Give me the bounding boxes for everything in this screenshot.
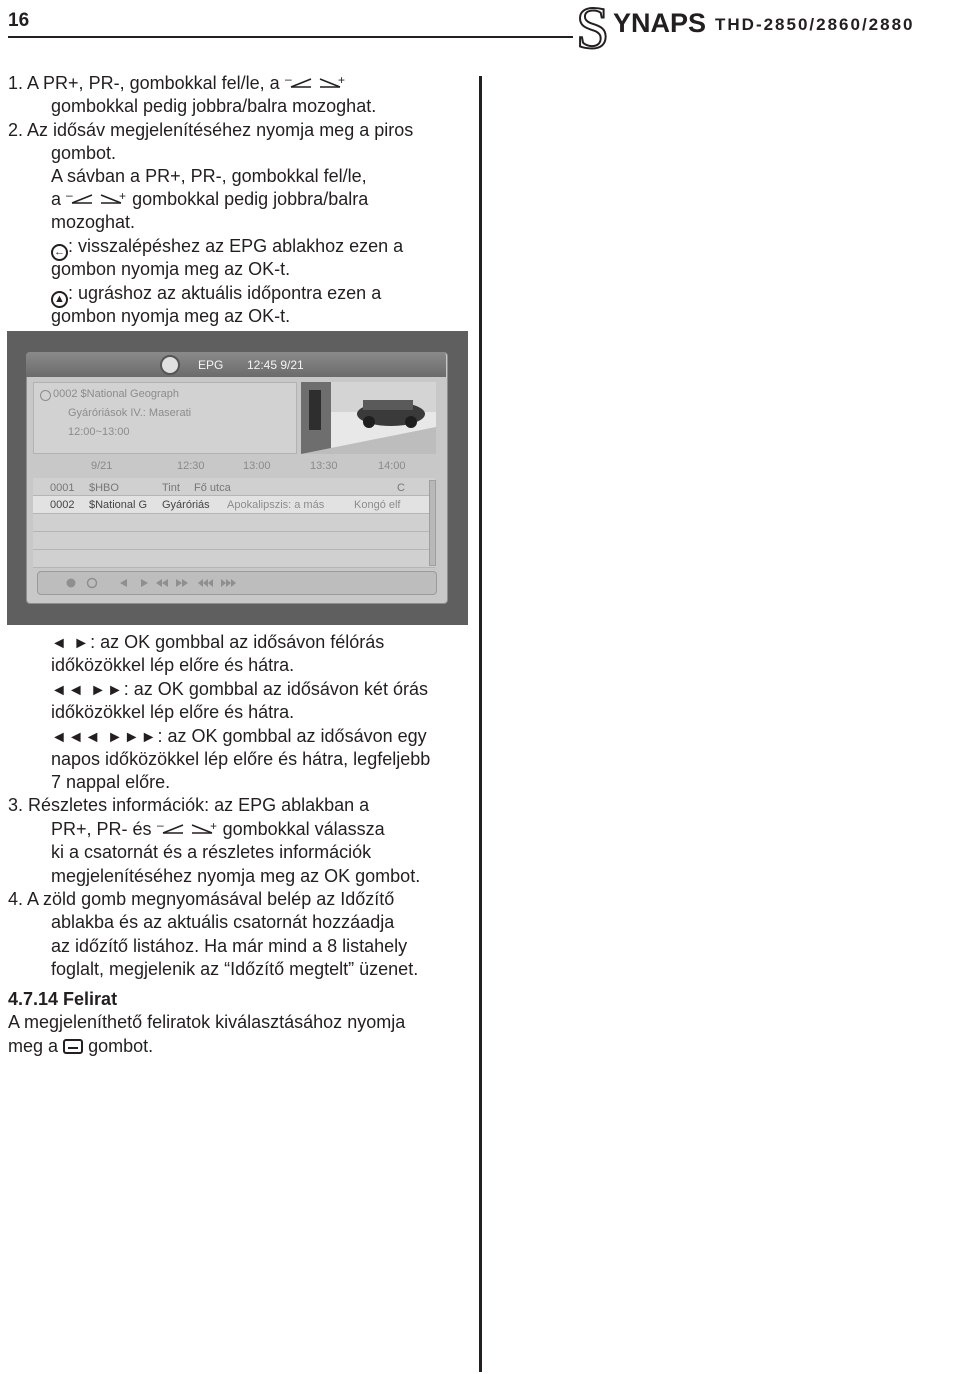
grid-row bbox=[33, 532, 435, 550]
subtitle-icon bbox=[63, 1039, 83, 1054]
step-3-line-2: PR+, PR- és – + gombokkal válassza bbox=[51, 819, 385, 839]
timeline-slot: 13:00 bbox=[243, 460, 271, 472]
step-2-line-3: A sávban a PR+, PR-, gombokkal fel/le, bbox=[51, 166, 367, 186]
clock-icon bbox=[160, 355, 180, 375]
grid-scrollbar bbox=[429, 480, 436, 566]
volume-minus-icon bbox=[285, 76, 313, 90]
step-3-line-3: ki a csatornát és a részletes információk bbox=[51, 842, 372, 862]
arrow-left-right-icon: ◄ ► bbox=[51, 635, 91, 652]
step-2-line: 2. Az idősáv megjelenítéséhez nyomja meg a piros bbox=[8, 120, 414, 140]
info-time: 12:00~13:00 bbox=[68, 426, 130, 438]
day-line-2: napos időközökkel lép előre és hátra, legfeljebb bbox=[51, 749, 431, 769]
step-2-line-5: mozoghat. bbox=[51, 212, 136, 232]
timeline-slot: 13:30 bbox=[310, 460, 338, 472]
epg-time: 12:45 9/21 bbox=[247, 358, 304, 372]
section-heading: 4.7.14 Felirat bbox=[8, 989, 118, 1009]
row-program-selected: Gyáróriás bbox=[162, 499, 210, 511]
step-2-line-2: gombot. bbox=[51, 143, 117, 163]
epg-footer-bar bbox=[37, 571, 437, 595]
jump-line-2: gombon nyomja meg az OK-t. bbox=[51, 306, 291, 326]
section-body-line: A megjeleníthető feliratok kiválasztásához nyomja bbox=[8, 1012, 406, 1032]
volume-plus-icon bbox=[318, 76, 346, 90]
epg-title: EPG bbox=[198, 358, 224, 372]
grid-row bbox=[33, 550, 435, 568]
video-preview bbox=[301, 382, 436, 454]
svg-text:–: – bbox=[284, 76, 292, 86]
info-program: Gyáróriások IV.: Maserati bbox=[68, 407, 192, 419]
back-line-2: gombon nyomja meg az OK-t. bbox=[51, 259, 291, 279]
timeline-slot: 12:30 bbox=[177, 460, 205, 472]
back-line: ← : visszalépéshez az EPG ablakhoz ezen a bbox=[51, 235, 403, 261]
section-body-line-2: meg a gombot. bbox=[8, 1036, 154, 1056]
step-3-line-4: megjelenítéséhez nyomja meg az OK gombot. bbox=[51, 866, 421, 886]
half-hour-line-2: időközökkel lép előre és hátra. bbox=[51, 655, 295, 675]
volume-minus-icon bbox=[66, 192, 94, 206]
row-program: Tint bbox=[162, 482, 180, 494]
two-hour-line: ◄◄ ►►: az OK gombbal az idősávon két órás bbox=[51, 679, 428, 699]
step-3-line: 3. Részletes információk: az EPG ablakban a bbox=[8, 795, 370, 815]
svg-text:–: – bbox=[156, 822, 164, 832]
header-rule bbox=[8, 36, 573, 38]
row-program: C bbox=[397, 482, 405, 494]
volume-plus-icon bbox=[190, 822, 218, 836]
svg-text:+: + bbox=[119, 192, 127, 203]
step-4-line-2: ablakba és az aktuális csatornát hozzáadja bbox=[51, 912, 395, 932]
brand-logo-initial: S bbox=[576, 0, 610, 61]
step-1-line: 1. A PR+, PR-, gombokkal fel/le, a – + bbox=[8, 73, 345, 93]
info-channel: 0002 $National Geograph bbox=[53, 388, 179, 400]
svg-text:+: + bbox=[337, 76, 345, 87]
row-program: Apokalipszis: a más bbox=[227, 499, 325, 511]
row-channel-num: 0001 bbox=[50, 482, 75, 494]
double-arrow-icon: ◄◄ ►► bbox=[51, 682, 124, 699]
row-program: Kongó elf bbox=[354, 499, 401, 511]
minus-circle-icon bbox=[40, 390, 51, 401]
row-channel-name: $HBO bbox=[89, 482, 119, 494]
row-channel-num: 0002 bbox=[50, 499, 75, 511]
step-4-line-4: foglalt, megjelenik az “Időzítő megtelt” üzenet. bbox=[51, 959, 419, 979]
triple-arrow-icon: ◄◄◄ ►►► bbox=[51, 729, 158, 746]
back-arrow-icon: ← bbox=[51, 244, 68, 261]
half-hour-line: ◄ ►: az OK gombbal az idősávon félórás bbox=[51, 632, 385, 652]
brand-logo-word: YNAPS bbox=[613, 8, 707, 38]
up-triangle-icon: ▲ bbox=[51, 291, 68, 308]
day-line: ◄◄◄ ►►►: az OK gombbal az idősávon egy bbox=[51, 726, 427, 746]
two-hour-line-2: időközökkel lép előre és hátra. bbox=[51, 702, 295, 722]
step-1-line-2: gombokkal pedig jobbra/balra mozoghat. bbox=[51, 96, 377, 116]
grid-row bbox=[33, 514, 435, 532]
model-number: THD-2850/2860/2880 bbox=[715, 15, 915, 34]
row-channel-name: $National G bbox=[89, 499, 148, 511]
day-line-3: 7 nappal előre. bbox=[51, 772, 171, 792]
volume-minus-icon bbox=[157, 822, 185, 836]
svg-text:–: – bbox=[66, 192, 73, 202]
timeline-slot: 14:00 bbox=[378, 460, 406, 472]
row-program: Fő utca bbox=[194, 482, 231, 494]
jump-line: ▲ : ugráshoz az aktuális időpontra ezen a bbox=[51, 282, 381, 308]
volume-plus-icon bbox=[99, 192, 127, 206]
page-number: 16 bbox=[8, 10, 30, 31]
step-4-line: 4. A zöld gomb megnyomásával belép az Időzítő bbox=[8, 889, 395, 909]
svg-text:+: + bbox=[209, 822, 217, 833]
step-4-line-3: az időzítő listához. Ha már mind a 8 listahely bbox=[51, 936, 408, 956]
timeline-date: 9/21 bbox=[91, 460, 113, 472]
epg-title-bar bbox=[26, 352, 446, 377]
column-divider bbox=[479, 76, 482, 1372]
step-2-line-4: a – + gombokkal pedig jobbra/balra bbox=[51, 189, 369, 209]
